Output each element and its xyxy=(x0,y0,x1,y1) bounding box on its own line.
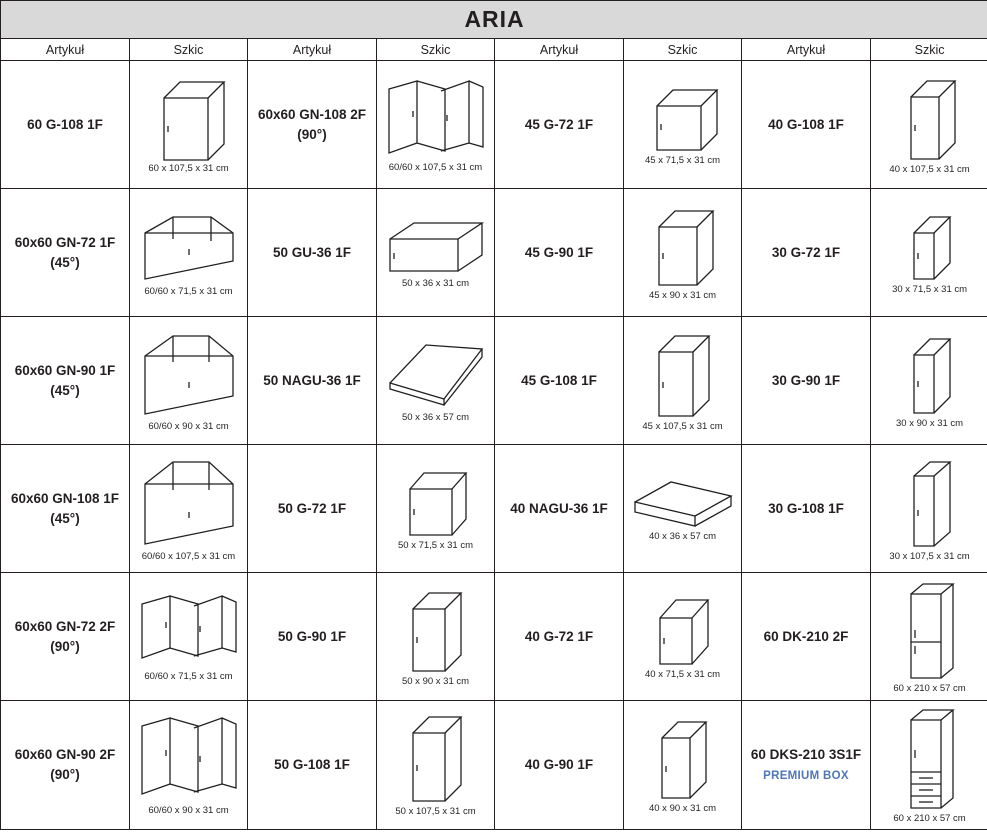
table-row xyxy=(1,445,987,573)
column-header-artykul-1: Artykuł xyxy=(1,39,130,61)
article-code-text: 60x60 GN-108 2F xyxy=(257,106,367,122)
cabinet-mid-1door-icon xyxy=(624,590,741,670)
cabinet-narrow-tall-1door-icon xyxy=(871,71,987,165)
cabinet-tall-1door-icon xyxy=(624,712,741,804)
sketch-cell xyxy=(624,573,742,701)
article-code: 40 G-108 1F xyxy=(742,61,871,189)
cabinet-tall-1door-icon xyxy=(377,583,494,677)
dimensions-label: 45 x 71,5 x 31 cm xyxy=(645,154,720,166)
dimensions-label: 50 x 90 x 31 cm xyxy=(401,675,470,687)
sketch-cell xyxy=(377,445,495,573)
article-code xyxy=(248,61,377,189)
table-row xyxy=(1,317,987,445)
article-code: 30 G-90 1F xyxy=(742,317,871,445)
table-row xyxy=(1,61,987,189)
article-code-angle: (45°) xyxy=(50,254,80,270)
sketch-cell xyxy=(624,445,742,573)
corner-cabinet-90-2door-icon xyxy=(130,588,247,672)
article-code xyxy=(1,189,130,317)
title-row xyxy=(1,1,987,39)
cabinet-narrow-1door-icon xyxy=(871,329,987,419)
sketch-cell xyxy=(871,189,987,317)
article-code: 30 G-72 1F xyxy=(742,189,871,317)
article-code-angle: (90°) xyxy=(50,767,80,782)
article-code: 60 G-108 1F xyxy=(1,61,130,189)
sketch-cell xyxy=(624,701,742,830)
dimensions-label: 30 x 90 x 31 cm xyxy=(896,417,964,429)
table-row xyxy=(1,189,987,317)
column-header-artykul-4: Artykuł xyxy=(742,39,871,61)
corner-cabinet-90-2door-icon xyxy=(130,710,247,806)
sketch-cell xyxy=(130,573,248,701)
dimensions-label: 50 x 36 x 57 cm xyxy=(401,411,470,423)
premium-box-badge: PREMIUM BOX xyxy=(763,769,849,782)
sketch-cell xyxy=(377,573,495,701)
column-header-artykul-2: Artykuł xyxy=(248,39,377,61)
dimensions-label: 40 x 107,5 x 31 cm xyxy=(889,163,970,175)
dimensions-label: 60 x 210 x 57 cm xyxy=(893,813,966,825)
article-code-text: 60x60 GN-72 1F xyxy=(14,234,116,250)
cabinet-tall-1door-icon xyxy=(130,72,247,164)
article-code: 40 NAGU-36 1F xyxy=(495,445,624,573)
article-code: 60 DK-210 2F xyxy=(742,573,871,701)
article-code xyxy=(1,317,130,445)
article-code-angle: (90°) xyxy=(50,638,80,654)
article-code: 40 G-90 1F xyxy=(495,701,624,830)
dimensions-label: 60/60 x 71,5 x 31 cm xyxy=(144,670,233,682)
dimensions-label: 50 x 71,5 x 31 cm xyxy=(398,539,473,551)
overhead-unit-slanted-icon xyxy=(377,335,494,413)
dimensions-label: 40 x 36 x 57 cm xyxy=(648,530,717,542)
article-code: 45 G-72 1F xyxy=(495,61,624,189)
sketch-cell xyxy=(377,317,495,445)
corner-cabinet-90-2door-icon xyxy=(377,73,494,163)
sketch-cell xyxy=(130,61,248,189)
sketch-cell xyxy=(871,61,987,189)
article-code: 50 G-72 1F xyxy=(248,445,377,573)
dimensions-label: 60/60 x 90 x 31 cm xyxy=(148,805,229,817)
wall-unit-low-box-icon xyxy=(377,213,494,279)
cabinet-narrow-1door-icon xyxy=(871,207,987,285)
cabinet-mid-1door-icon xyxy=(624,80,741,156)
page-title: ARIA xyxy=(1,1,987,39)
table-row xyxy=(1,573,987,701)
sketch-cell xyxy=(871,317,987,445)
cabinet-tall-1door-icon xyxy=(624,201,741,291)
overhead-unit-flat-icon xyxy=(624,472,741,532)
dimensions-label: 60/60 x 107,5 x 31 cm xyxy=(388,161,483,173)
article-code: 40 G-72 1F xyxy=(495,573,624,701)
corner-cabinet-45-1door-tall-icon xyxy=(130,452,247,552)
column-header-row xyxy=(1,39,987,61)
column-header-szkic-3: Szkic xyxy=(624,39,742,61)
sketch-cell xyxy=(130,189,248,317)
dimensions-label: 30 x 107,5 x 31 cm xyxy=(889,550,970,562)
cabinet-mid-1door-icon xyxy=(377,463,494,541)
article-code-angle: (90°) xyxy=(297,126,327,142)
column-header-szkic-2: Szkic xyxy=(377,39,495,61)
article-code xyxy=(1,445,130,573)
article-code: 50 G-90 1F xyxy=(248,573,377,701)
dimensions-label: 60/60 x 90 x 31 cm xyxy=(148,420,229,432)
dimensions-label: 60 x 107,5 x 31 cm xyxy=(148,162,229,174)
sketch-cell xyxy=(130,317,248,445)
article-code-text: 60x60 GN-90 1F xyxy=(14,362,116,378)
sketch-cell xyxy=(624,317,742,445)
article-code-text: 60 DKS-210 3S1F xyxy=(750,747,862,763)
article-code: 45 G-90 1F xyxy=(495,189,624,317)
article-code xyxy=(1,701,130,830)
article-code: 50 GU-36 1F xyxy=(248,189,377,317)
tall-column-drawers-icon xyxy=(871,702,987,814)
corner-cabinet-45-1door-icon xyxy=(130,205,247,287)
dimensions-label: 60/60 x 71,5 x 31 cm xyxy=(144,285,233,297)
sketch-cell xyxy=(377,61,495,189)
article-code: 50 NAGU-36 1F xyxy=(248,317,377,445)
article-code: 50 G-108 1F xyxy=(248,701,377,830)
dimensions-label: 45 x 107,5 x 31 cm xyxy=(642,420,723,432)
column-header-artykul-3: Artykuł xyxy=(495,39,624,61)
article-code xyxy=(1,573,130,701)
dimensions-label: 60/60 x 107,5 x 31 cm xyxy=(141,550,236,562)
sketch-cell xyxy=(624,61,742,189)
sketch-cell xyxy=(377,189,495,317)
article-code-angle: (45°) xyxy=(50,382,80,398)
article-code xyxy=(742,701,871,830)
sketch-cell xyxy=(130,701,248,830)
cabinet-tall-1door-icon xyxy=(624,326,741,422)
article-code-text: 60x60 GN-90 2F xyxy=(14,747,116,763)
dimensions-label: 50 x 107,5 x 31 cm xyxy=(395,806,476,818)
article-code: 30 G-108 1F xyxy=(742,445,871,573)
dimensions-label: 40 x 90 x 31 cm xyxy=(648,803,717,815)
dimensions-label: 30 x 71,5 x 31 cm xyxy=(892,283,968,295)
article-code-text: 60x60 GN-72 2F xyxy=(14,618,116,634)
column-header-szkic-1: Szkic xyxy=(130,39,248,61)
dimensions-label: 60 x 210 x 57 cm xyxy=(893,682,966,694)
sketch-cell xyxy=(871,573,987,701)
dimensions-label: 50 x 36 x 31 cm xyxy=(401,277,470,289)
sketch-cell xyxy=(130,445,248,573)
catalog-body xyxy=(1,61,987,830)
table-row xyxy=(1,701,987,830)
sketch-cell xyxy=(377,701,495,830)
article-code-angle: (45°) xyxy=(50,510,80,526)
cabinet-tall-1door-icon xyxy=(377,709,494,807)
column-header-szkic-4: Szkic xyxy=(871,39,987,61)
dimensions-label: 45 x 90 x 31 cm xyxy=(648,289,717,301)
article-code-text: 60x60 GN-108 1F xyxy=(10,490,120,506)
corner-cabinet-45-1door-tall-icon xyxy=(130,326,247,422)
tall-column-2door-icon xyxy=(871,576,987,684)
dimensions-label: 40 x 71,5 x 31 cm xyxy=(645,668,720,680)
sketch-cell xyxy=(871,445,987,573)
article-code: 45 G-108 1F xyxy=(495,317,624,445)
cabinet-narrow-tall-1door-icon xyxy=(871,452,987,552)
sketch-cell xyxy=(624,189,742,317)
sketch-cell xyxy=(871,701,987,830)
